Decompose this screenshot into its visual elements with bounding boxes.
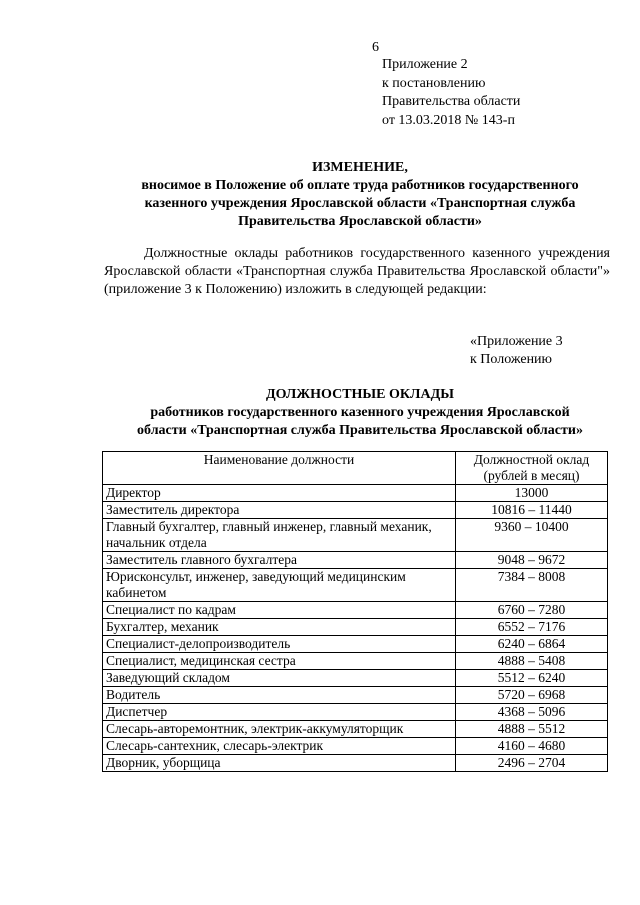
- salary-cell: 2496 – 2704: [456, 755, 608, 772]
- page-number: 6: [372, 40, 379, 55]
- table-row: [103, 619, 608, 636]
- position-cell: Слесарь-авторемонтник, электрик-аккумуляторщик: [103, 721, 456, 738]
- appendix-header-line: от 13.03.2018 № 143-п: [382, 112, 515, 128]
- position-cell: Директор: [103, 485, 456, 502]
- table-row: [103, 485, 608, 502]
- table-row: [103, 738, 608, 755]
- appendix-header-line: Приложение 2: [382, 57, 468, 72]
- table-row: [103, 670, 608, 687]
- table-row: [103, 502, 608, 519]
- document-title: [100, 159, 620, 231]
- position-cell: Слесарь-сантехник, слесарь-электрик: [103, 738, 456, 755]
- position-cell: Бухгалтер, механик: [103, 619, 456, 636]
- position-cell: Дворник, уборщица: [103, 755, 456, 772]
- position-cell: Специалист по кадрам: [103, 602, 456, 619]
- table-body: [103, 485, 608, 772]
- position-cell: Главный бухгалтер, главный инженер, главный механик, начальник отдела: [103, 519, 456, 552]
- table-row: [103, 755, 608, 772]
- salary-cell: 9048 – 9672: [456, 552, 608, 569]
- appendix3-line: «Приложение 3: [470, 334, 563, 349]
- table-row: [103, 653, 608, 670]
- table-row: [103, 519, 608, 552]
- table-title-line: области «Транспортная служба Правительства Ярославской области»: [137, 423, 583, 438]
- salary-cell: 5512 – 6240: [456, 670, 608, 687]
- salary-cell: 4888 – 5408: [456, 653, 608, 670]
- appendix-header-line: к постановлению: [382, 75, 486, 91]
- body-paragraph: [104, 245, 610, 299]
- table-row: [103, 552, 608, 569]
- salary-cell: 6240 – 6864: [456, 636, 608, 653]
- salary-table: [102, 451, 608, 772]
- position-cell: Специалист-делопроизводитель: [103, 636, 456, 653]
- salary-cell: 9360 – 10400: [456, 519, 608, 552]
- appendix3-line: к Положению: [470, 352, 553, 367]
- table-row: [103, 704, 608, 721]
- salary-cell: 4888 – 5512: [456, 721, 608, 738]
- position-cell: Заместитель директора: [103, 502, 456, 519]
- table-title: [100, 386, 620, 440]
- salary-cell: 4160 – 4680: [456, 738, 608, 755]
- title-line: казенного учреждения Ярославской области «Транспортная служба: [144, 196, 576, 211]
- position-cell: Диспетчер: [103, 704, 456, 721]
- title-heading: ИЗМЕНЕНИЕ,: [312, 160, 408, 175]
- table-row: [103, 687, 608, 704]
- salary-cell: 6552 – 7176: [456, 619, 608, 636]
- salary-cell: 7384 – 8008: [456, 569, 608, 602]
- table-row: [103, 721, 608, 738]
- title-line: вносимое в Положение об оплате труда работников государственного: [141, 178, 579, 193]
- table-row: [103, 602, 608, 619]
- appendix3-header: [470, 333, 563, 369]
- title-line: Правительства Ярославской области»: [238, 214, 482, 229]
- table-title-heading: ДОЛЖНОСТНЫЕ ОКЛАДЫ: [266, 387, 454, 402]
- salary-cell: 5720 – 6968: [456, 687, 608, 704]
- header-position: Наименование должности: [103, 452, 456, 485]
- table-row: [103, 636, 608, 653]
- position-cell: Юрисконсульт, инженер, заведующий медицинским кабинетом: [103, 569, 456, 602]
- table-header-row: [103, 452, 608, 485]
- position-cell: Заместитель главного бухгалтера: [103, 552, 456, 569]
- salary-cell: 6760 – 7280: [456, 602, 608, 619]
- salary-cell: 10816 – 11440: [456, 502, 608, 519]
- salary-cell: 13000: [456, 485, 608, 502]
- table-title-line: работников государственного казенного учреждения Ярославской: [150, 405, 570, 420]
- table-row: [103, 569, 608, 602]
- position-cell: Водитель: [103, 687, 456, 704]
- paragraph-text: Должностные оклады работников государственного казенного учреждения Ярославской области «Транспортная служба Правительства Ярославской области"» (приложение 3 к Положению) изложить в следующей редакции:: [104, 246, 610, 297]
- appendix-header-line: Правительства области: [382, 94, 521, 109]
- position-cell: Заведующий складом: [103, 670, 456, 687]
- appendix-header: [382, 56, 520, 130]
- salary-cell: 4368 – 5096: [456, 704, 608, 721]
- header-salary: Должностной оклад (рублей в месяц): [456, 452, 608, 485]
- position-cell: Специалист, медицинская сестра: [103, 653, 456, 670]
